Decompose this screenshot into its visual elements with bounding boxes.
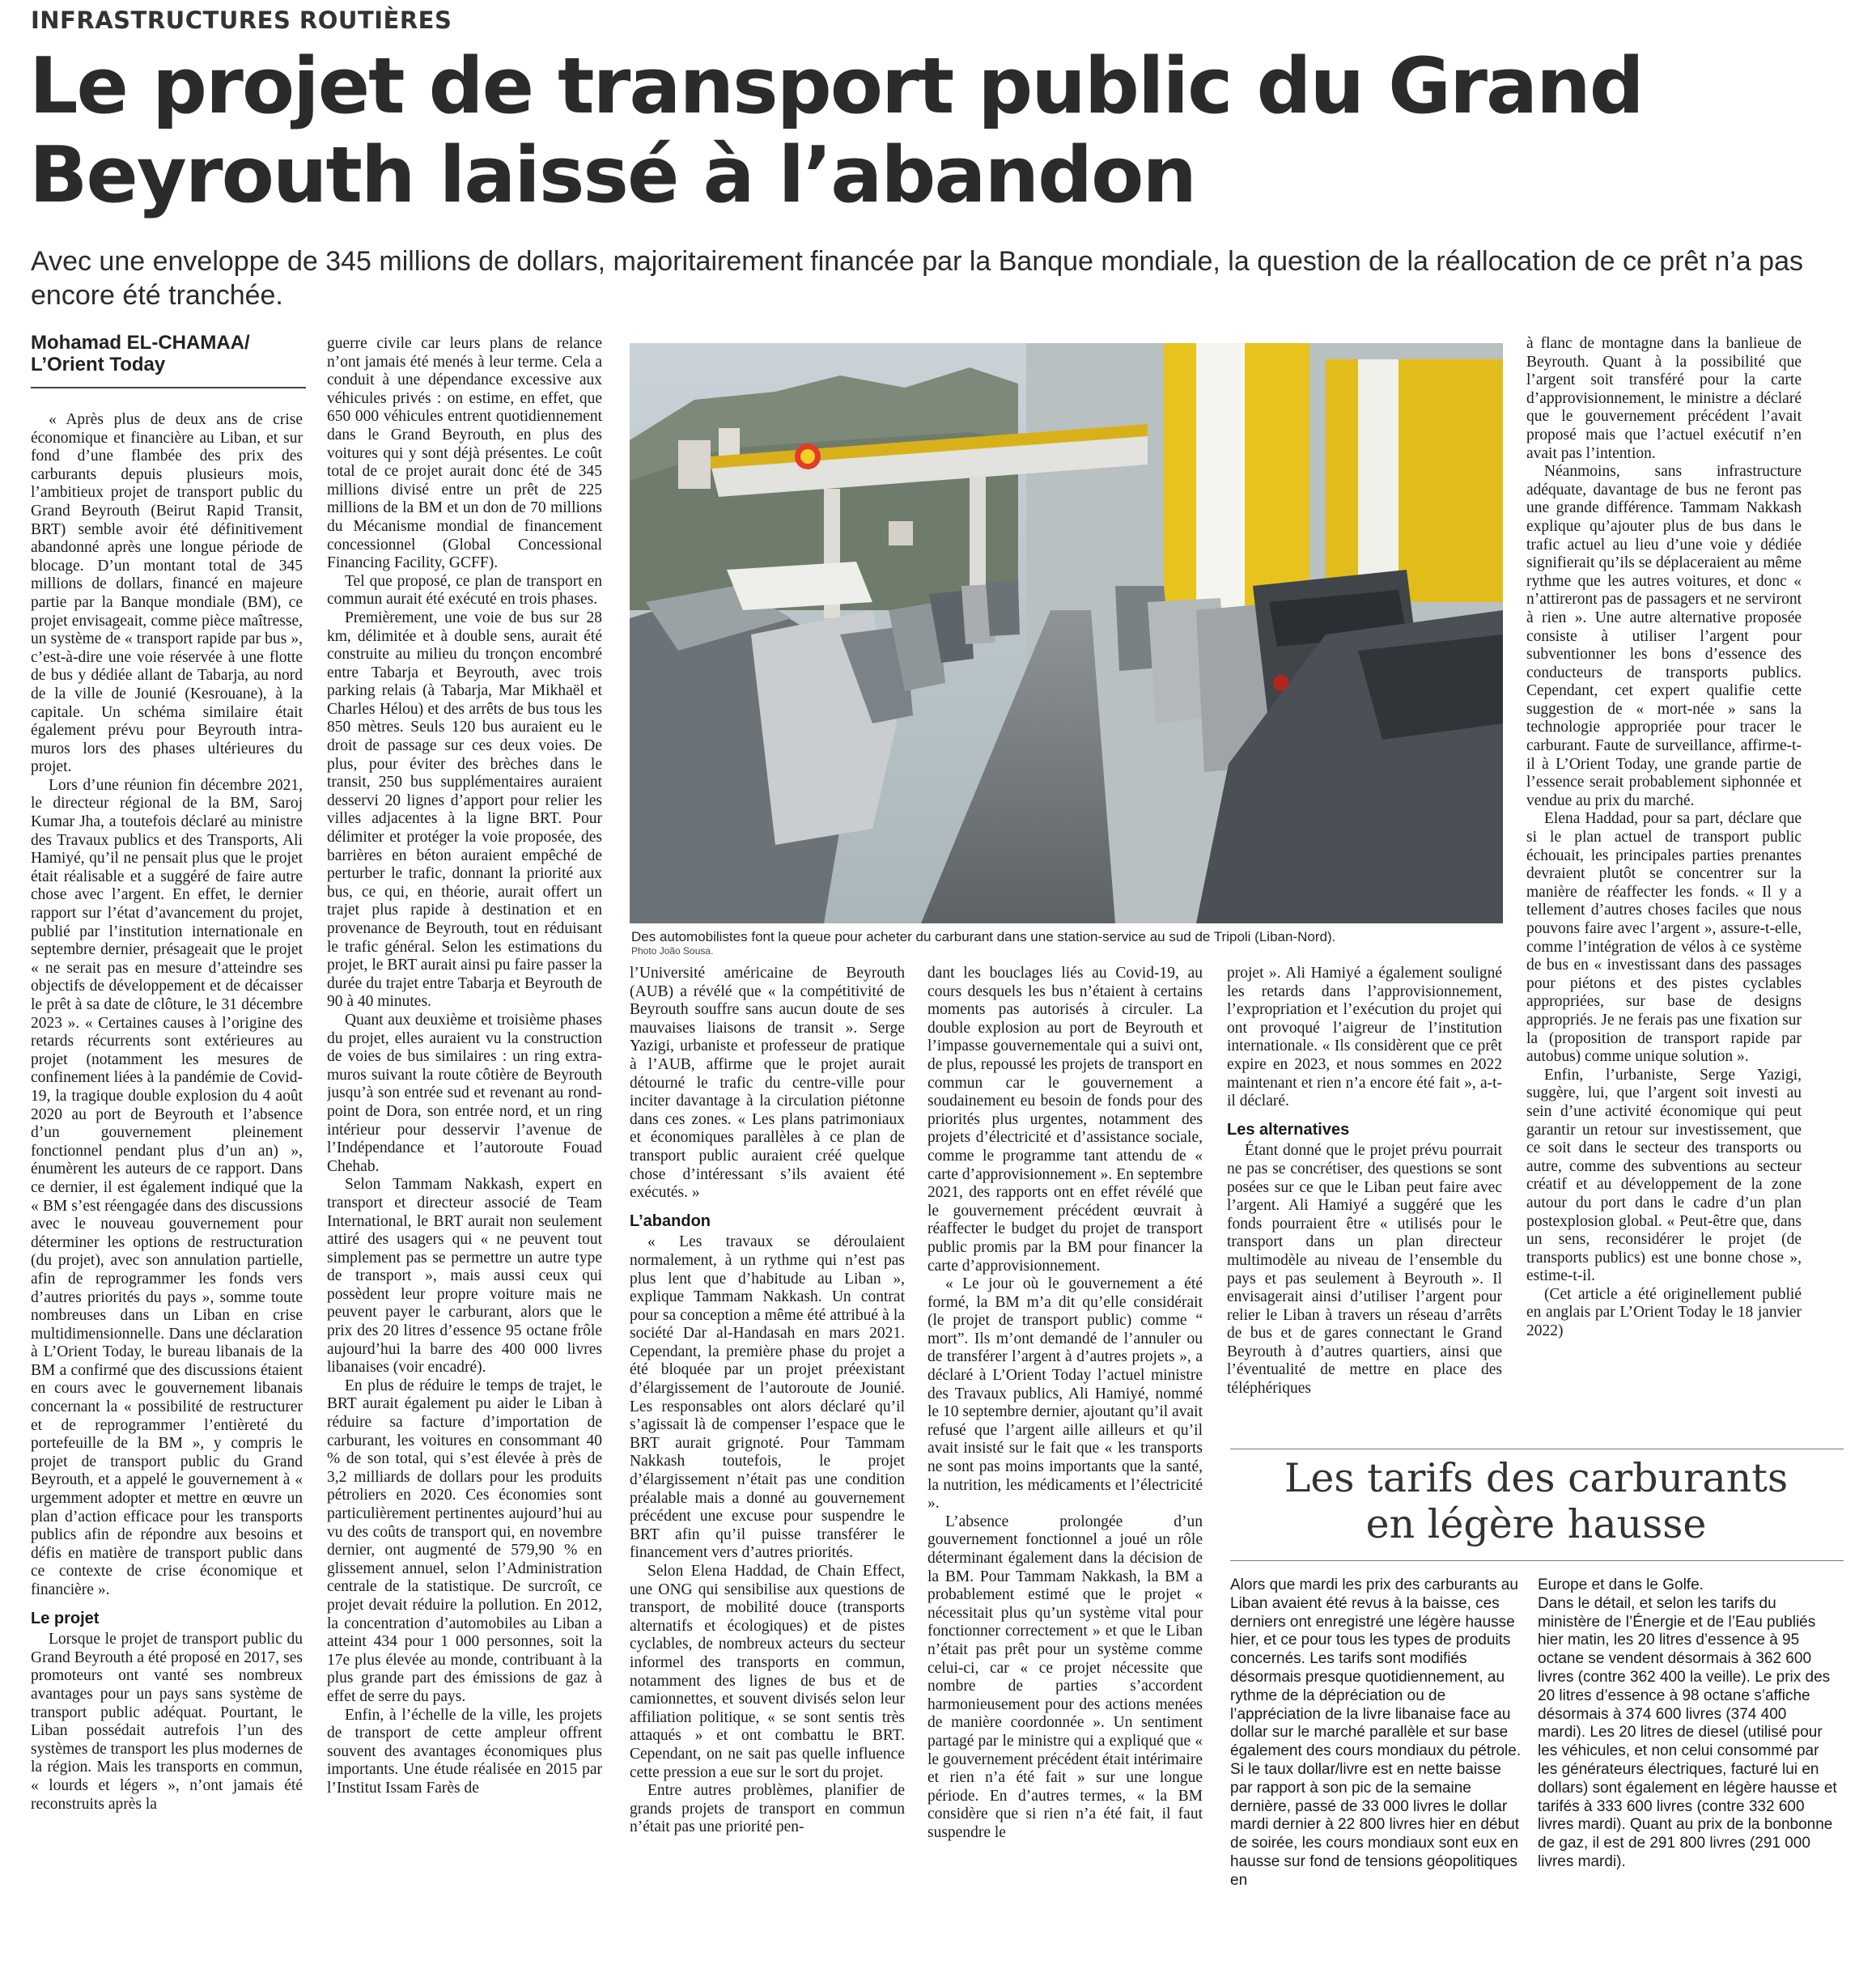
byline [31, 332, 314, 376]
paragraph: Enfin, l’urbaniste, Serge Yazigi, suggère, lui, que l’argent soit investi au sein d’une activité économique qui peut garantir un retour sur investissement, que ce soit dans le secteur des transports ou autre, comme des subventions au secteur créatif et au développement de la zone autour du port dans le cadre d’un plan postexplosion global. « Peut-être que, dans un sens, reconsidérer le projet (de transports publics) est une bonne chose », estime-t-il. [1526, 1066, 1802, 1285]
subheading-les-alternatives: Les alternatives [1227, 1120, 1350, 1139]
paragraph: Dans le détail, et selon les tarifs du ministère de l’Énergie et de l’Eau publiés hier matin, les 20 litres d’essence à 95 octane se vendent désormais à 362 600 livres (contre 362 400 la veille). Le prix des 20 litres d’essence à 98 octane s’affiche désormais à 374 600 livres (374 400 mardi). Les 20 litres de diesel (utilisé pour les véhicules, et non celui consommé par les générateurs électriques, facturé lui en dollars) sont également en légère hausse et tarifés à 333 600 livres (contre 332 600 livres mardi). Quant au prix de la bonbonne de gaz, il est de 291 800 livres (291 000 livres mardi). [1538, 1594, 1837, 1870]
fuel-queue-illustration [630, 343, 1503, 923]
paragraph: à flanc de montagne dans la banlieue de Beyrouth. Quant à la possibilité que l’argent soit transféré pour la carte d’approvisionnement, le ministre a déclaré que le gouvernement précédent l’avait proposé mais que l’actuel exécutif n’en avait pas l’intention. [1526, 335, 1802, 462]
article-photo [630, 343, 1503, 923]
standfirst: Avec une enveloppe de 345 millions de dollars, majoritairement financée par la Banque mondiale, la question de la réallocation de ce prêt n’a pas encore été tranchée. [31, 246, 1803, 311]
paragraph: Entre autres problèmes, planifier de grands projets de transport en commun n’était pas une priorité pen- [630, 1782, 905, 1836]
paragraph: Quant aux deuxième et troisième phases du projet, elles auraient vu la construction de voies de bus similaires : un ring extra-muros suivant la route côtière de Beyrouth jusqu’à son entrée sud et revenant au rond-point de Dora, son entrée nord, et un ring intérieur pour desservir l’avenue de l’Indépendance et l’autoroute Fouad Chehab. [327, 1011, 602, 1175]
paragraph: dant les bouclages liés au Covid-19, au cours desquels les bus n’étaient à certains moments pas autorisés à circuler. La double explosion au port de Beyrouth et l’impasse gouvernementale qui a suivi ont, de plus, repoussé les projets de transport en commun car le gouvernement a soudainement eu besoin de fonds pour des priorités plus urgentes, notamment des projets d’électricité et d’assistance sociale, comme le programme tant attendu de « carte d’approvisionnement ». En septembre 2021, des rapports ont en effet révélé que le gouvernement précédent œuvrait à réaffecter le budget du projet de transport public promis par la BM pour financer la carte d’approvisionnement. [927, 965, 1203, 1275]
paragraph: l’Université américaine de Beyrouth (AUB) a révélé que « la compétitivité de Beyrouth souffre sans aucun doute de ses mauvaises liaisons de transit ». Serge Yazigi, urbaniste et professeur de pratique à l’AUB, affirme que le projet aurait détourné le trafic du centre-ville pour inciter davantage à la circulation piétonne dans ces zones. « Les plans patrimoniaux et économiques parallèles à ce plan de transport public auraient créé quelque chose d’intéressant s’ils avaient été exécutés. » [630, 965, 905, 1202]
sidebar-title [1229, 1455, 1844, 1547]
paragraph: Alors que mardi les prix des carburants au Liban avaient été revus à la baisse, ces derniers ont enregistré une légère hausse hier, et ce pour tous les types de produits concernés. Les tarifs sont modifiés désormais presque quotidiennement, au rythme de la dépréciation ou de l’appréciation de la livre libanaise face au dollar sur le marché parallèle et sur base également des cours mondiaux du pétrole. Si le taux dollar/livre est en nette baisse par rapport à son pic de la semaine dernière, passé de 33 000 livres le dollar mardi dernier à 22 800 livres hier en début de soirée, les cours mondiaux sont eux en hausse sur fond de tensions géopolitiques en [1230, 1576, 1522, 1889]
paragraph: Selon Elena Haddad, de Chain Effect, une ONG qui sensibilise aux questions de transport, de mobilité douce (transports alternatifs et écologiques) et de pistes cyclables, de nombreux acteurs du secteur informel des transports en commun, notamment des lignes de bus et de camionnettes, et souvent divisés selon leur affiliation politique, « se sont sentis très attaqués » et ont combattu le BRT. Cependant, on ne sait pas quelle influence cette pression a eue sur le sort du projet. [630, 1563, 905, 1781]
byline-rule [31, 387, 306, 388]
article-column-5 [1227, 965, 1502, 1442]
article-column-6 [1526, 335, 1802, 1444]
paragraph: Néanmoins, sans infrastructure adéquate, davantage de bus ne feront pas une grande différence. Tammam Nakkash explique qu’ajouter plus de bus dans le trafic actuel au lieu d’une voie y dédiée signifierait qu’ils se déplaceraient au même rythme que les autres voitures, et donc « n’attireront pas de passagers et ne serviront à rien ». Une autre alternative proposée consiste à utiliser l’argent pour subventionner les bons d’essence des conducteurs de transports publics. Cependant, cet expert qualifie cette suggestion de « mort-née » sans la technologie appropriée pour tracer le carburant. Faute de surveillance, affirme-t-il à L’Orient Today, une grande partie de l’essence serait probablement siphonnée et vendue au prix du marché. [1526, 463, 1802, 809]
byline-outlet: L’Orient Today [31, 354, 166, 376]
paragraph: « Après plus de deux ans de crise économique et financière au Liban, et sur fond d’une flambée des prix des carburants depuis plusieurs mois, l’ambitieux projet de transport public du Grand Beyrouth (Beirut Rapid Transit, BRT) semble avoir été définitivement abandonné après une longue période de blocage. D’un montant total de 345 millions de dollars, financé en majeure partie par la Banque mondiale (BM), ce projet envisageait, comme pièce maîtresse, un système de « transport rapide par bus », c’est-à-dire une voie réservée à une flotte de bus y dédiée allant de Tabarja, au nord de la ville de Jounié (Kesrouane), à la capitale. Un schéma similaire était également prévu pour Beyrouth intra-muros lors des phases ultérieures du projet. [31, 411, 303, 776]
paragraph: Tel que proposé, ce plan de transport en commun aurait été exécuté en trois phases. [327, 572, 602, 609]
paragraph: projet ». Ali Hamiyé a également souligné les retards dans l’approvisionnement, l’expropriation et l’exécution du projet qui ont provoqué l’aigreur de l’institution internationale. « Ils considèrent que ce prêt expire en 2023, et nous sommes en 2022 maintenant et rien n’a encore été fait », a-t-il déclaré. [1227, 965, 1502, 1110]
paragraph: « Le jour où le gouvernement a été formé, la BM m’a dit qu’elle considérait (le projet de transport public) comme “ mort”. Ils m’ont demandé de l’annuler ou de transférer l’argent à d’autres projets », a déclaré à L’Orient Today l’actuel ministre des Travaux publics, Ali Hamiyé, nommé le 10 septembre dernier, ajoutant qu’il avait refusé que l’argent aille ailleurs et qu’il avait insisté sur le fait que « les transports ne sont pas moins importants que la santé, la nutrition, les médicaments et l’électricité ». [927, 1275, 1203, 1513]
paragraph: Elena Haddad, pour sa part, déclare que si le plan actuel de transport public échouait, les principales parties prenantes devraient plutôt se concentrer sur la manière de réaffecter les fonds. « Il y a tellement d’autres choses faciles que nous pouvons faire avec l’argent », assure-t-elle, comme l’intégration de vélos à ce système de bus en « investissant dans des passages pour piétons et des pistes cyclables appropriées, sur base de designs appropriés. Je ne ferais pas une fixation sur la (proposition de transport rapide par autobus) comme unique solution ». [1526, 810, 1802, 1066]
sidebar-column-2 [1538, 1576, 1837, 1965]
paragraph: Europe et dans le Golfe. [1538, 1576, 1704, 1593]
photo-caption: Des automobilistes font la queue pour acheter du carburant dans une station-service au sud de Tripoli (Liban-Nord). [631, 929, 1336, 944]
article-column-3 [630, 965, 905, 1965]
paragraph: Selon Tammam Nakkash, expert en transport et directeur associé de Team International, le BRT aurait non seulement attiré des usagers qui « ne peuvent tout simplement pas se permettre un autre type de transport », mais aussi ceux qui possèdent leur propre voiture mais ne peuvent payer le carburant, alors que le prix des 20 litres d’essence 95 octane frôle aujourd’hui la barre des 400 000 livres libanaises (voir encadré). [327, 1176, 602, 1377]
paragraph: En plus de réduire le temps de trajet, le BRT aurait également pu aider le Liban à réduire sa facture d’importation de carburant, les voitures en consommant 40 % de son total, qui s’est élevée à près de 3,2 milliards de dollars pour les produits pétroliers en 2020. Ces économies sont particulièrement pertinentes aujourd’hui au vu des coûts de transport qui, en novembre dernier, ont augmenté de 579,90 % en glissement annuel, selon l’Administration centrale de la statistique. De surcroît, ce projet devait réduire la pollution. En 2012, la concentration d’automobiles au Liban a atteint 434 pour 1 000 personnes, soit la 17e plus élevée au monde, contribuant à la plus grande part des émissions de gaz à effet de serre du pays. [327, 1377, 602, 1705]
paragraph: (Cet article a été originellement publié en anglais par L’Orient Today le 18 janvier 2022) [1526, 1285, 1802, 1340]
sidebar-column-1 [1230, 1576, 1523, 1965]
paragraph: « Les travaux se déroulaient normalement, à un rythme qui n’est pas plus lent que d’habitude au Liban », explique Tammam Nakkash. Un contrat pour sa conception a même été attribué à la société Dar al-Handasah en mars 2021. Cependant, la première phase du projet a été bloquée par un projet préexistant d’élargissement de l’autoroute de Jounié. Les responsables ont alors déclaré qu’il s’agissait là de compenser l’espace que le BRT aurait grignoté. Pour Tammam Nakkash toutefois, le projet d’élargissement n’était pas une condition préalable mais a donné au gouvernement précédent une excuse pour suspendre le BRT afin qu’il puisse transférer le financement vers d’autres priorités. [630, 1233, 905, 1562]
headline [29, 42, 1858, 220]
byline-author: Mohamad EL-CHAMAA/ [31, 332, 250, 354]
section-rubric: INFRASTRUCTURES ROUTIÈRES [31, 6, 452, 34]
paragraph: Lors d’une réunion fin décembre 2021, le directeur régional de la BM, Saroj Kumar Jha, a toutefois déclaré au ministre des Travaux publics et des Transports, Ali Hamiyé, qu’il ne pensait plus que le projet était réalisable et a suggéré de faire autre chose avec l’argent. En effet, le dernier rapport sur l’état d’avancement du projet, publié par l’institution internationale en septembre dernier, présageait que le projet « ne serait pas en mesure d’atteindre ses objectifs de développement et de décaisser le prêt à sa date de clôture, le 31 décembre 2023 ». « Certaines causes à l’origine des retards récurrents sont extérieures au projet (notamment les mesures de confinement liées à la pandémie de Covid-19, la tragique double explosion du 4 août 2020 au port de Beyrouth et l’absence d’un gouvernement pleinement fonctionnel pendant plus d’un an) », énumèrent les auteurs de ce rapport. Dans ce dernier, il est également indiqué que la « BM s’est réengagée dans des discussions avec le nouveau gouvernement pour déterminer les options de restructuration (du projet), avec son annulation partielle, afin de reprogrammer les fonds vers d’autres priorités du pays », somme toute nombreuses dans un Liban en crise multidimensionnelle. Dans une déclaration à L’Orient Today, le bureau libanais de la BM a confirmé que des discussions étaient en cours avec le gouvernement libanais concernant la « possibilité de restructurer et de reprogrammer l’entièreté du portefeuille de la BM », y compris le projet de transport public du Grand Beyrouth, et a appelé le gouvernement à « urgemment adopter et mettre en œuvre un plan d’action efficace pour les transports publics afin de répondre aux besoins et défis en matière de transport public dans ce contexte de crise économique et financière ». [31, 776, 303, 1598]
sidebar-title-line-1: Les tarifs des carburants [1284, 1455, 1789, 1501]
photo-credit: Photo João Sousa. [631, 945, 714, 957]
article-column-4 [927, 965, 1203, 1965]
subheading-le-projet: Le projet [31, 1609, 100, 1627]
sidebar-title-rule [1230, 1560, 1844, 1561]
subheading-l-abandon: L’abandon [630, 1211, 711, 1230]
paragraph: Enfin, à l’échelle de la ville, les projets de transport de cette ampleur offrent souvent des avantages économiques plus importants. Une étude réalisée en 2015 par l’Institut Issam Farès de [327, 1706, 602, 1797]
paragraph: guerre civile car leurs plans de relance n’ont jamais été menés à leur terme. Cela a conduit à une dépendance excessive aux véhicules privés : on estime, en effet, que 650 000 véhicules entrent quotidiennement dans le Grand Beyrouth, en plus des voitures qui y sont déjà présentes. Le coût total de ce projet aurait donc été de 345 millions divisé entre un prêt de 225 millions de la BM et un don de 70 millions du Mécanisme mondial de financement concessionnel (Global Concessional Financing Facility, GCFF). [327, 335, 602, 572]
headline-line-1: Le projet de transport public du Grand [29, 42, 1643, 131]
paragraph: Lorsque le projet de transport public du Grand Beyrouth a été proposé en 2017, ses promoteurs ont vanté ses nombreux avantages pour un pays sans système de transport public adéquat. Pourtant, le Liban possédait autrefois l’un des systèmes de transport les plus modernes de la région. Mais les transports en commun, « lourds et légers », n’ont jamais été reconstruits après la [31, 1631, 303, 1813]
article-column-1 [31, 411, 303, 1965]
article-column-2 [327, 335, 602, 1965]
paragraph: L’absence prolongée d’un gouvernement fonctionnel a joué un rôle déterminant également dans la décision de la BM. Pour Tammam Nakkash, la BM a probablement estimé que le projet « nécessitait plus qu’un système vital pour fonctionner correctement » et que le Liban n’était pas prêt pour un système comme celui-ci, car « ce projet nécessite que nombre de parties s’accordent harmonieusement pour des actions menées de manière coordonnée ». Un sentiment partagé par le ministre qui a expliqué que « le gouvernement précédent était intérimaire et rien n’a été fait » sur une longue période. En d’autres termes, « la BM considère que si rien n’a été fait, il faut suspendre le [927, 1513, 1203, 1841]
headline-line-2: Beyrouth laissé à l’abandon [29, 131, 1196, 220]
paragraph: Étant donné que le projet prévu pourrait ne pas se concrétiser, des questions se sont posées sur ce que le Liban peut faire avec l’argent. Ali Hamiyé a suggéré que les fonds pourraient être « utilisés pour le transport dans un plan directeur multimodèle au niveau de l’ensemble du pays et pas seulement à Beyrouth ». Il envisagerait ainsi d’utiliser l’argent pour relier le Liban à travers un réseau d’arrêts de bus et de gares connectant le Grand Beyrouth à d’autres quartiers, ainsi que l’éventualité de mettre en place des téléphériques [1227, 1142, 1502, 1398]
sidebar-title-line-2: en légère hausse [1365, 1501, 1707, 1547]
paragraph: Premièrement, une voie de bus sur 28 km, délimitée et à double sens, aurait été construite au milieu du tronçon encombré entre Tabarja et Beyrouth, avec trois parking relais (à Tabarja, Mar Mikhaël et Charles Hélou) et des arrêts de bus tous les 850 mètres. Seuls 120 bus auraient eu le droit de passage sur ces deux voies. De plus, pour éviter des brèches dans le transit, 250 bus supplémentaires auraient desservi 20 lignes d’apport pour relier les villes adjacentes à la ligne BRT. Pour délimiter et protéger la voie proposée, des barrières en béton auraient empêché de perturber le trafic, donnant la priorité aux bus, ce qui, en théorie, aurait offert un trajet plus rapide à destination et en provenance de Beyrouth, tout en réduisant le trafic général. Selon les estimations du projet, le BRT aurait ainsi pu faire passer la durée du trajet entre Tabarja et Beyrouth de 90 à 40 minutes. [327, 609, 602, 1011]
